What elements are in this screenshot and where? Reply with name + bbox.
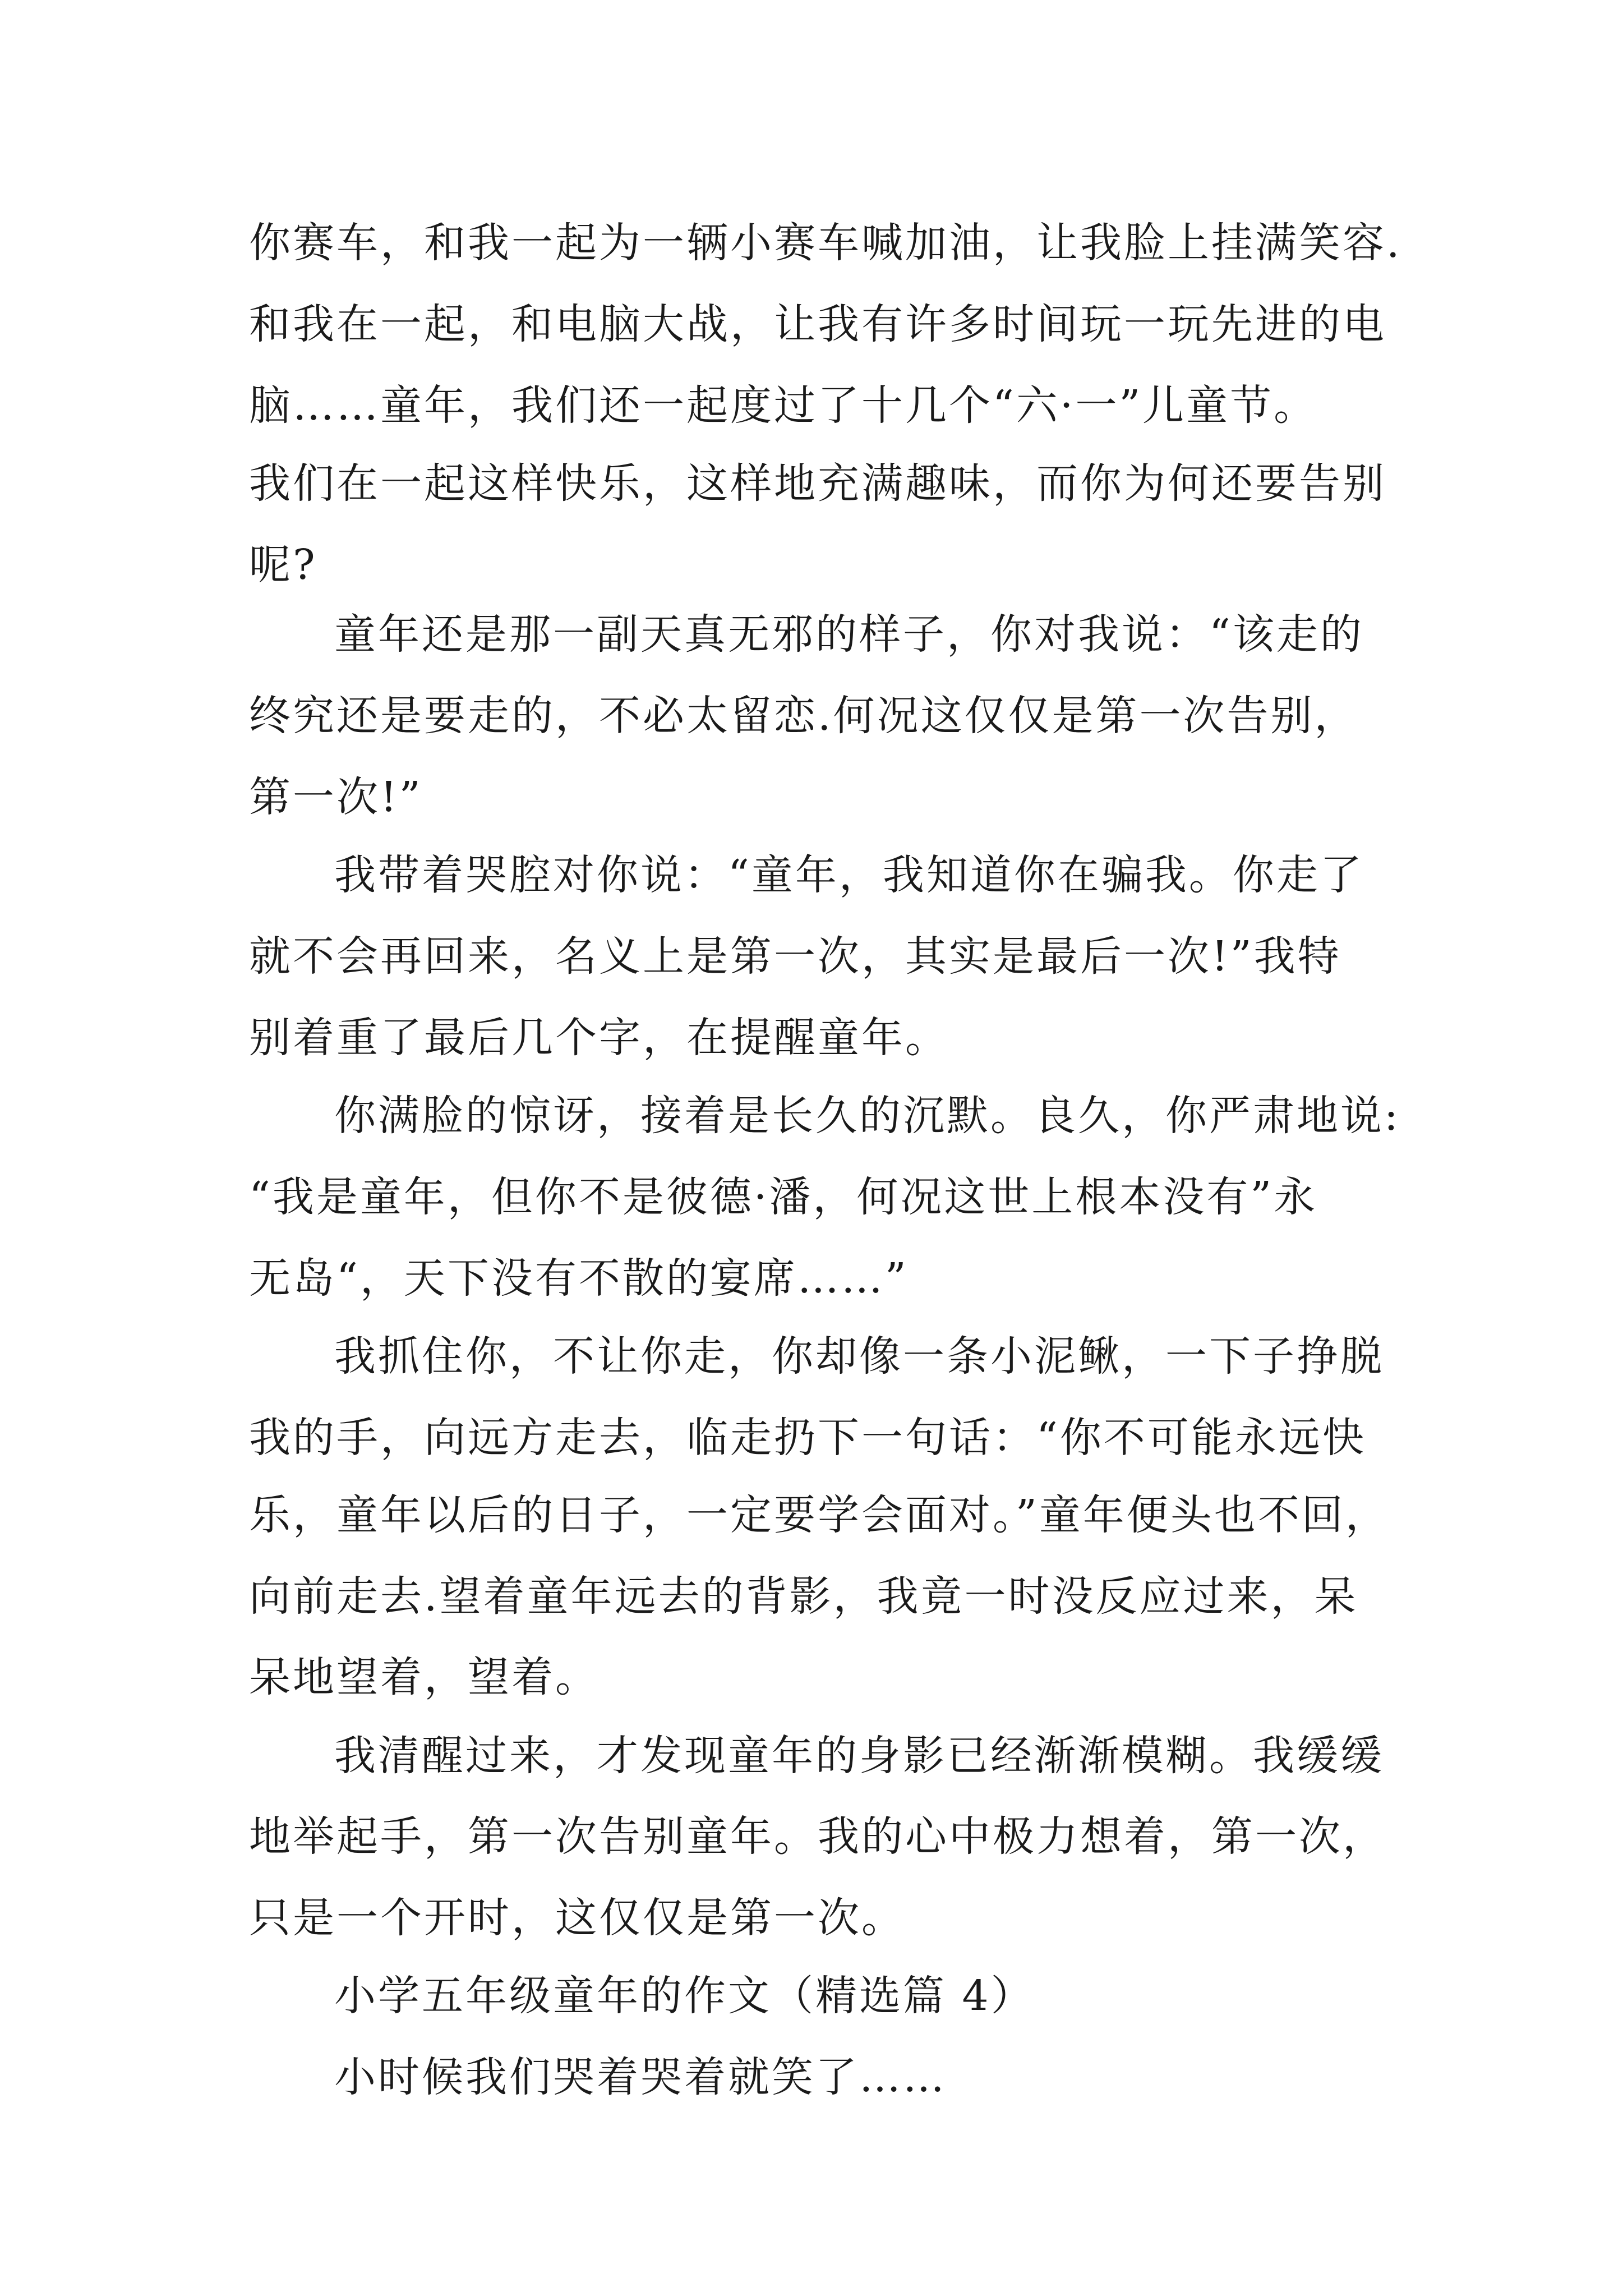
text-line-10: 就不会再回来，名义上是第一次，其实是最后一次!”我特 <box>249 932 1341 981</box>
text-line-4: 我们在一起这样快乐，这样地充满趣味，而你为何还要告别 <box>249 459 1386 508</box>
text-line-1: 你赛车，和我一起为一辆小赛车喊加油，让我脸上挂满笑容. <box>249 219 1402 267</box>
text-line-22: 只是一个开时，这仅仅是第一次。 <box>249 1894 905 1942</box>
text-line-11: 别着重了最后几个字，在提醒童年。 <box>249 1014 949 1062</box>
text-line-7: 终究还是要走的，不必太留恋.何况这仅仅是第一次告别， <box>249 692 1358 740</box>
text-line-19: 呆地望着，望着。 <box>249 1653 599 1701</box>
paragraph-start-line: 小时候我们哭着哭着就笑了…… <box>334 2053 947 2101</box>
text-line-21: 地举起手，第一次告别童年。我的心中极力想着，第一次， <box>249 1812 1386 1861</box>
paragraph-start-line: 我带着哭腔对你说：“童年，我知道你在骗我。你走了 <box>334 851 1364 899</box>
text-line-16: 我的手，向远方走去，临走扔下一句话：“你不可能永远快 <box>249 1414 1366 1462</box>
section-heading: 小学五年级童年的作文（精选篇 4） <box>334 1972 1035 2020</box>
text-line-8: 第一次!” <box>249 773 423 821</box>
paragraph-start-line: 我清醒过来，才发现童年的身影已经渐渐模糊。我缓缓 <box>334 1732 1384 1780</box>
paragraph-start-line: 我抓住你，不让你走，你却像一条小泥鳅，一下子挣脱 <box>334 1332 1384 1381</box>
paragraph-start-line: 你满脸的惊讶，接着是长久的沉默。良久，你严肃地说: <box>334 1092 1400 1140</box>
text-line-5: 呢? <box>249 541 317 589</box>
text-line-14: 无岛“，天下没有不散的宴席……” <box>249 1254 909 1303</box>
text-line-3: 脑……童年，我们还一起度过了十几个“六·一”儿童节。 <box>249 381 1318 430</box>
text-line-17: 乐，童年以后的日子，一定要学会面对。”童年便头也不回， <box>249 1491 1389 1539</box>
text-line-13: “我是童年，但你不是彼德·潘，何况这世上根本没有”永 <box>249 1173 1318 1221</box>
text-line-2: 和我在一起，和电脑大战，让我有许多时间玩一玩先进的电 <box>249 300 1386 348</box>
text-line-18: 向前走去.望着童年远去的背影，我竟一时没反应过来，呆 <box>249 1572 1358 1621</box>
paragraph-start-line: 童年还是那一副天真无邪的样子，你对我说：“该走的 <box>334 610 1364 659</box>
